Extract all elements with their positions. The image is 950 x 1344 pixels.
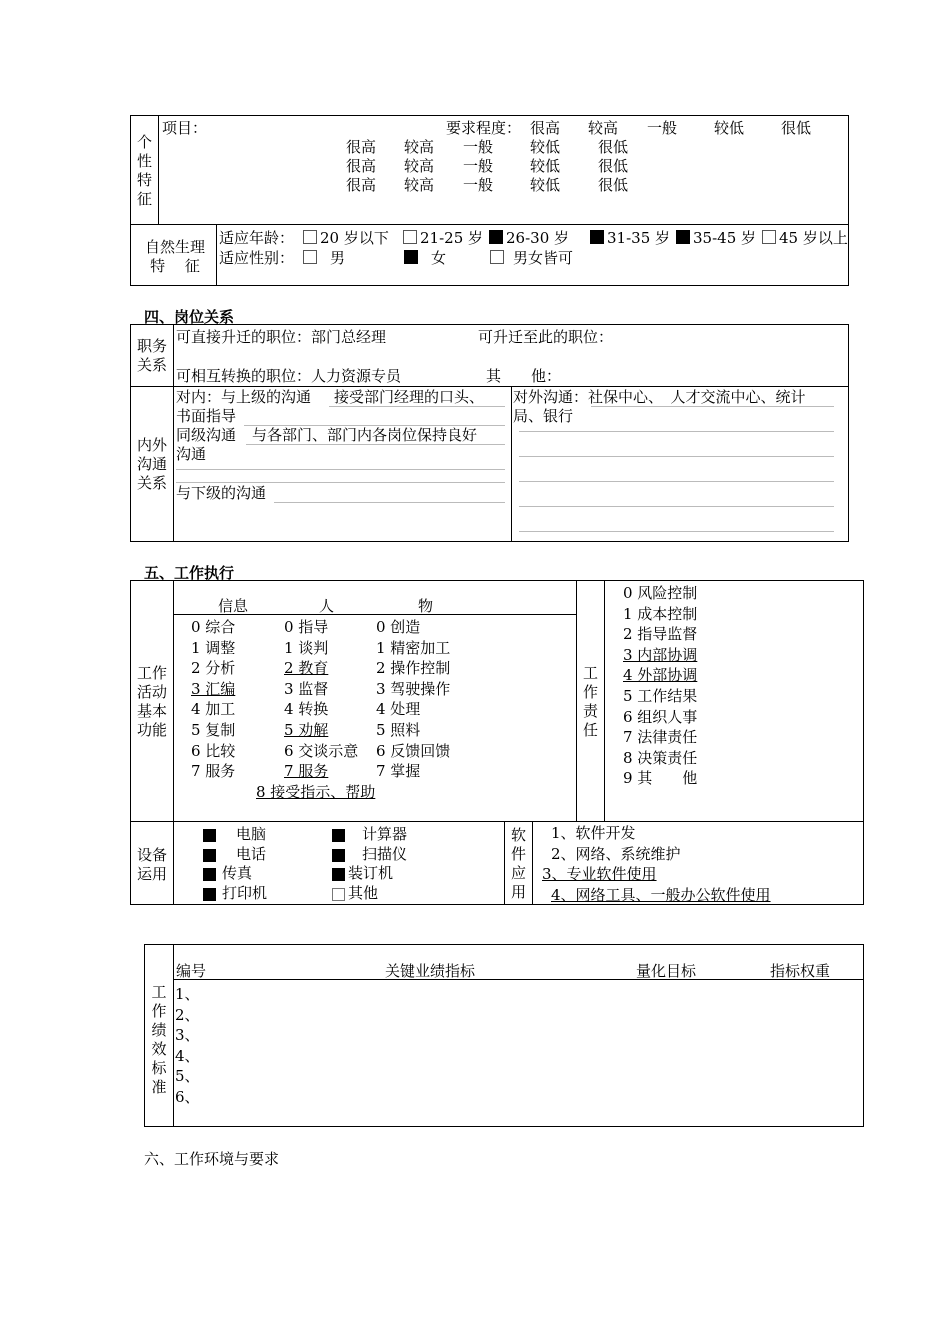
- age-option[interactable]: [403, 229, 483, 247]
- responsibility-item: 5 工作结果: [623, 687, 698, 705]
- kpi-row-number: 6、: [175, 1088, 200, 1106]
- peer-value-cont: 沟通: [176, 445, 207, 463]
- kpi-row-number: 2、: [175, 1006, 200, 1024]
- responsibility-item: 6 组织人事: [623, 708, 698, 726]
- communication-label: 内外 沟通 关系: [136, 436, 167, 492]
- requirement-level: 较高: [404, 176, 435, 194]
- kpi-col-number: 编号: [176, 962, 207, 980]
- checkbox-icon[interactable]: [203, 888, 216, 901]
- checkbox-icon[interactable]: [332, 849, 345, 862]
- checkbox-icon[interactable]: [303, 250, 317, 264]
- age-option-label: 35-45 岁: [693, 229, 757, 247]
- requirement-level: 一般: [463, 157, 494, 175]
- checkbox-icon[interactable]: [762, 230, 776, 244]
- requirement-level: 一般: [463, 138, 494, 156]
- kpi-table: [144, 944, 864, 1127]
- age-option-label: 26-30 岁: [506, 229, 570, 247]
- responsibility-item: 7 法律责任: [623, 728, 698, 746]
- software-label: 软 件 应 用: [510, 826, 526, 901]
- checkbox-icon[interactable]: [403, 230, 417, 244]
- function-people-item: 2 教育: [284, 659, 329, 677]
- peer-label: 同级沟通: [176, 426, 237, 444]
- checkbox-icon[interactable]: [404, 250, 418, 264]
- software-item-4: 4、网络工具、一般办公软件使用: [551, 886, 771, 904]
- other-position: 其 他：: [486, 367, 562, 385]
- checkbox-icon[interactable]: [489, 230, 503, 244]
- external-comm: 对外沟通：社保中心、 人才交流中心、统计: [513, 388, 806, 406]
- requirement-label: 要求程度：: [446, 119, 522, 137]
- responsibility-item: 1 成本控制: [623, 605, 698, 623]
- gender-option-label: 女: [431, 249, 447, 267]
- requirement-level: 一般: [647, 119, 678, 137]
- function-people-item: 3 监督: [284, 680, 329, 698]
- rotate-position: 可相互转换的职位：人力资源专员: [176, 367, 402, 385]
- equipment-item: 装订机: [348, 864, 394, 882]
- extra-function: 8 接受指示、帮助: [256, 783, 376, 801]
- function-info-item: 1 调整: [191, 639, 236, 657]
- responsibility-item: 9 其 他: [623, 769, 698, 787]
- gender-option[interactable]: [490, 249, 573, 267]
- requirement-level: 较高: [588, 119, 619, 137]
- checkbox-icon[interactable]: [203, 868, 216, 881]
- promote-to: 可直接升迁的职位：部门总经理: [176, 328, 387, 346]
- requirement-level: 很低: [598, 138, 629, 156]
- requirement-level: 较低: [714, 119, 745, 137]
- header-info: 信息: [218, 597, 249, 615]
- gender-option[interactable]: [303, 249, 345, 267]
- function-things-item: 4 处理: [376, 700, 421, 718]
- responsibility-item: 8 决策责任: [623, 749, 698, 767]
- kpi-row-number: 4、: [175, 1047, 200, 1065]
- checkbox-icon[interactable]: [303, 230, 317, 244]
- natural-label: 自然生理 特 征: [144, 238, 205, 275]
- function-people-item: 4 转换: [284, 700, 329, 718]
- age-option-label: 21-25 岁: [420, 229, 484, 247]
- requirement-level: 较低: [530, 157, 561, 175]
- requirement-level: 较高: [404, 157, 435, 175]
- function-info-item: 3 汇编: [191, 680, 236, 698]
- item-label: 项目：: [162, 119, 208, 137]
- gender-option-label: 男: [330, 249, 346, 267]
- function-info-item: 6 比较: [191, 742, 236, 760]
- kpi-col-weight: 指标权重: [770, 962, 831, 980]
- checkbox-icon[interactable]: [203, 849, 216, 862]
- internal-up-value-cont: 书面指导: [176, 407, 237, 425]
- software-item-1: 1、软件开发: [551, 824, 636, 842]
- personality-label: 个 性 特 征: [136, 133, 152, 208]
- header-things: 物: [418, 597, 434, 615]
- equipment-item: 传真: [222, 864, 253, 882]
- age-option-label: 45 岁以上: [779, 229, 848, 247]
- responsibility-item: 4 外部协调: [623, 666, 698, 684]
- age-option[interactable]: [303, 229, 389, 247]
- kpi-row-number: 1、: [175, 985, 200, 1003]
- equipment-label: 设备 运用: [136, 846, 167, 883]
- requirement-level: 很高: [346, 157, 377, 175]
- function-things-item: 1 精密加工: [376, 639, 451, 657]
- function-info-item: 0 综合: [191, 618, 236, 636]
- equipment-item: 其他: [348, 884, 379, 902]
- external-comm-cont: 局、银行: [513, 407, 574, 425]
- checkbox-icon[interactable]: [676, 230, 690, 244]
- equipment-item: 电话: [236, 845, 267, 863]
- section5-title: 五、工作执行: [144, 564, 235, 582]
- kpi-label: 工 作 绩 效 标 准: [151, 983, 167, 1096]
- age-option-label: 31-35 岁: [607, 229, 671, 247]
- checkbox-icon[interactable]: [590, 230, 604, 244]
- function-people-item: 0 指导: [284, 618, 329, 636]
- function-info-item: 7 服务: [191, 762, 236, 780]
- requirement-level: 很高: [530, 119, 561, 137]
- section6-title: 六、工作环境与要求: [144, 1150, 280, 1168]
- function-things-item: 3 驾驶操作: [376, 680, 451, 698]
- section4-title: 四、岗位关系: [144, 308, 235, 326]
- requirement-level: 很低: [598, 176, 629, 194]
- function-info-item: 4 加工: [191, 700, 236, 718]
- requirement-level: 一般: [463, 176, 494, 194]
- responsibility-label: 工 作 责 任: [582, 664, 598, 739]
- peer-value: 与各部门、部门内各岗位保持良好: [252, 426, 478, 444]
- down-label: 与下级的沟通: [176, 484, 267, 502]
- requirement-level: 很低: [781, 119, 812, 137]
- position-relation-table: [130, 324, 849, 542]
- internal-up-label: 对内：与上级的沟通: [176, 388, 312, 406]
- function-things-item: 0 创造: [376, 618, 421, 636]
- kpi-col-indicator: 关键业绩指标: [385, 962, 476, 980]
- software-item-3: 3、专业软件使用: [542, 865, 657, 883]
- duty-relation-label: 职务 关系: [136, 337, 167, 374]
- internal-up-value: 接受部门经理的口头、: [334, 388, 485, 406]
- requirement-level: 很高: [346, 176, 377, 194]
- function-info-item: 2 分析: [191, 659, 236, 677]
- function-people-item: 5 劝解: [284, 721, 329, 739]
- requirement-level: 很高: [346, 138, 377, 156]
- gender-option[interactable]: [404, 249, 446, 267]
- age-label: 适应年龄：: [219, 229, 295, 247]
- function-people-item: 6 交谈示意: [284, 742, 359, 760]
- checkbox-icon[interactable]: [332, 829, 345, 842]
- function-things-item: 2 操作控制: [376, 659, 451, 677]
- checkbox-icon[interactable]: [203, 829, 216, 842]
- age-option[interactable]: [590, 229, 670, 247]
- function-things-item: 6 反馈回馈: [376, 742, 451, 760]
- responsibility-item: 3 内部协调: [623, 646, 698, 664]
- checkbox-icon[interactable]: [490, 250, 504, 264]
- software-item-2: 2、网络、系统维护: [551, 845, 681, 863]
- age-option[interactable]: [676, 229, 756, 247]
- age-option[interactable]: [489, 229, 569, 247]
- requirement-level: 较低: [530, 176, 561, 194]
- function-people-item: 1 谈判: [284, 639, 329, 657]
- activity-label: 工作 活动 基本 功能: [136, 664, 167, 739]
- function-things-item: 7 掌握: [376, 762, 421, 780]
- requirement-level: 较低: [530, 138, 561, 156]
- responsibility-item: 0 风险控制: [623, 584, 698, 602]
- kpi-row-number: 3、: [175, 1026, 200, 1044]
- kpi-row-number: 5、: [175, 1067, 200, 1085]
- function-things-item: 5 照料: [376, 721, 421, 739]
- gender-label: 适应性别：: [219, 249, 295, 267]
- header-people: 人: [319, 597, 335, 615]
- equipment-item: 扫描仪: [362, 845, 408, 863]
- responsibility-item: 2 指导监督: [623, 625, 698, 643]
- requirement-level: 很低: [598, 157, 629, 175]
- promote-from: 可升迁至此的职位：: [478, 328, 614, 346]
- requirement-level: 较高: [404, 138, 435, 156]
- age-option-label: 20 岁以下: [320, 229, 389, 247]
- gender-option-label: 男女皆可: [513, 249, 574, 267]
- checkbox-icon[interactable]: [332, 888, 345, 901]
- kpi-col-target: 量化目标: [636, 962, 697, 980]
- equipment-item: 计算器: [362, 825, 408, 843]
- function-info-item: 5 复制: [191, 721, 236, 739]
- checkbox-icon[interactable]: [332, 868, 345, 881]
- equipment-item: 电脑: [236, 825, 267, 843]
- function-people-item: 7 服务: [284, 762, 329, 780]
- equipment-item: 打印机: [222, 884, 268, 902]
- age-option[interactable]: [762, 229, 848, 247]
